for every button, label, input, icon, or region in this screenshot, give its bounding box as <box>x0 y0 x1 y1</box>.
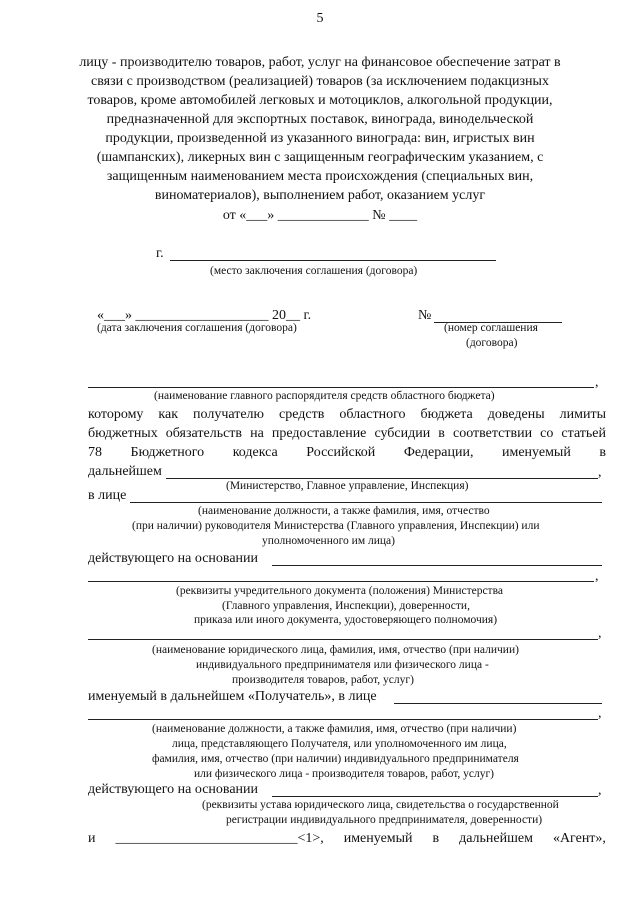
representative-caption: (наименование должности, а также фамилия, имя, отчество (при наличии) <box>152 723 517 735</box>
paragraph-line: которому как получателю средств областного бюджета доведены лимиты <box>88 407 606 422</box>
comma: , <box>595 569 599 584</box>
comma: , <box>598 783 602 798</box>
city-prefix: г. <box>156 246 164 261</box>
legal-entity-caption: производителя товаров, работ, услуг) <box>232 674 414 686</box>
agreement-date-caption: (дата заключения соглашения (договора) <box>97 322 297 334</box>
distributor-caption: (наименование главного распорядителя средств областного бюджета) <box>154 390 495 402</box>
recipient-rep-field <box>88 719 598 720</box>
word: Бюджетного <box>130 445 205 460</box>
word: 78 <box>88 445 102 460</box>
position-caption: (при наличии) руководителя Министерства (Главного управления, Инспекции) или <box>132 520 540 532</box>
acting-basis-label: действующего на основании <box>88 551 259 566</box>
title-line: товаров, кроме автомобилей легковых и мотоциклов, алкогольной продукции, <box>87 93 553 108</box>
in-person-field <box>130 502 602 503</box>
word: Федерации, <box>403 445 474 460</box>
requisites-caption: приказа или иного документа, удостоверяющего полномочия) <box>194 614 498 626</box>
position-caption: уполномоченного им лица) <box>262 535 395 547</box>
charter-field <box>272 796 598 797</box>
comma: , <box>598 706 602 721</box>
word: дальнейшем <box>459 831 533 846</box>
paragraph-line: бюджетных обязательств на предоставление субсидии в соответствии со статьей <box>88 426 606 441</box>
word: именуемый <box>343 831 413 846</box>
word: Российской <box>306 445 376 460</box>
legal-entity-caption: (наименование юридического лица, фамилия, имя, отчество (при наличии) <box>152 644 519 656</box>
city-field <box>170 260 496 261</box>
charter-caption: (реквизиты устава юридического лица, свидетельства о государственной <box>202 799 559 811</box>
legal-entity-caption: индивидуального предпринимателя или физического лица - <box>196 659 489 671</box>
title-line: связи с производством (реализацией) товаров (за исключением подакцизных <box>91 74 549 89</box>
word: в <box>432 831 440 846</box>
agent-name-field: __________________________<1>, <box>115 831 324 846</box>
word: и <box>88 831 96 846</box>
in-person-label: в лице <box>88 488 127 503</box>
page-number: 5 <box>316 11 324 26</box>
title-line: лицу - производителю товаров, работ, услуг на финансовое обеспечение затрат в <box>79 55 561 70</box>
distributor-field <box>88 387 594 388</box>
word: кодекса <box>232 445 278 460</box>
word: в <box>599 445 606 460</box>
word: «Агент», <box>552 831 606 846</box>
agent-line <box>88 832 606 846</box>
representative-caption: лица, представляющего Получателя, или уполномоченного им лица, <box>172 738 507 750</box>
paragraph-line: дальнейшем <box>88 464 162 479</box>
acting-basis-label: действующего на основании <box>88 782 259 797</box>
position-caption: (наименование должности, а также фамилия, имя, отчество <box>198 505 490 517</box>
agreement-number-prefix: № <box>418 308 432 323</box>
title-line: предназначенной для экспортных поставок, винограда, винодельческой <box>106 112 534 127</box>
legal-entity-field <box>88 639 598 640</box>
charter-caption: регистрации индивидуального предпринимателя, доверенности) <box>226 814 543 826</box>
ministry-field <box>166 478 598 479</box>
title-line: (шампанских), ликерных вин с защищенным географическим указанием, с <box>96 150 544 165</box>
recipient-person-field <box>394 703 602 704</box>
acting-basis-field <box>272 565 602 566</box>
representative-caption: фамилия, имя, отчество (при наличии) индивидуального предпринимателя <box>152 753 519 765</box>
recipient-label: именуемый в дальнейшем «Получатель», в лице <box>88 689 377 704</box>
requisites-field <box>88 581 594 582</box>
ministry-caption: (Министерство, Главное управление, Инспекция) <box>226 480 469 492</box>
comma: , <box>598 465 602 480</box>
representative-caption: или физического лица - производителя товаров, работ, услуг) <box>194 768 494 780</box>
agreement-number-caption: (договора) <box>466 337 518 349</box>
word: именуемый <box>501 445 571 460</box>
title-line: защищенным наименованием места происхождения (специальных вин, <box>106 169 534 184</box>
city-caption: (место заключения соглашения (договора) <box>210 265 418 277</box>
agreement-number-caption: (номер соглашения <box>444 322 538 334</box>
requisites-caption: (Главного управления, Инспекции), доверенности, <box>222 600 470 612</box>
date-number-line: от «___» _____________ № ____ <box>222 208 418 223</box>
title-line: продукции, произведенной из указанного винограда: вин, игристых вин <box>105 131 535 146</box>
title-line: виноматериалов), выполнением работ, оказанием услуг <box>154 188 486 203</box>
agreement-date-field: «___» ___________________ 20__ г. <box>97 308 312 323</box>
requisites-caption: (реквизиты учредительного документа (положения) Министерства <box>176 585 503 597</box>
comma: , <box>598 626 602 641</box>
comma: , <box>595 375 599 390</box>
paragraph-line <box>88 446 606 460</box>
